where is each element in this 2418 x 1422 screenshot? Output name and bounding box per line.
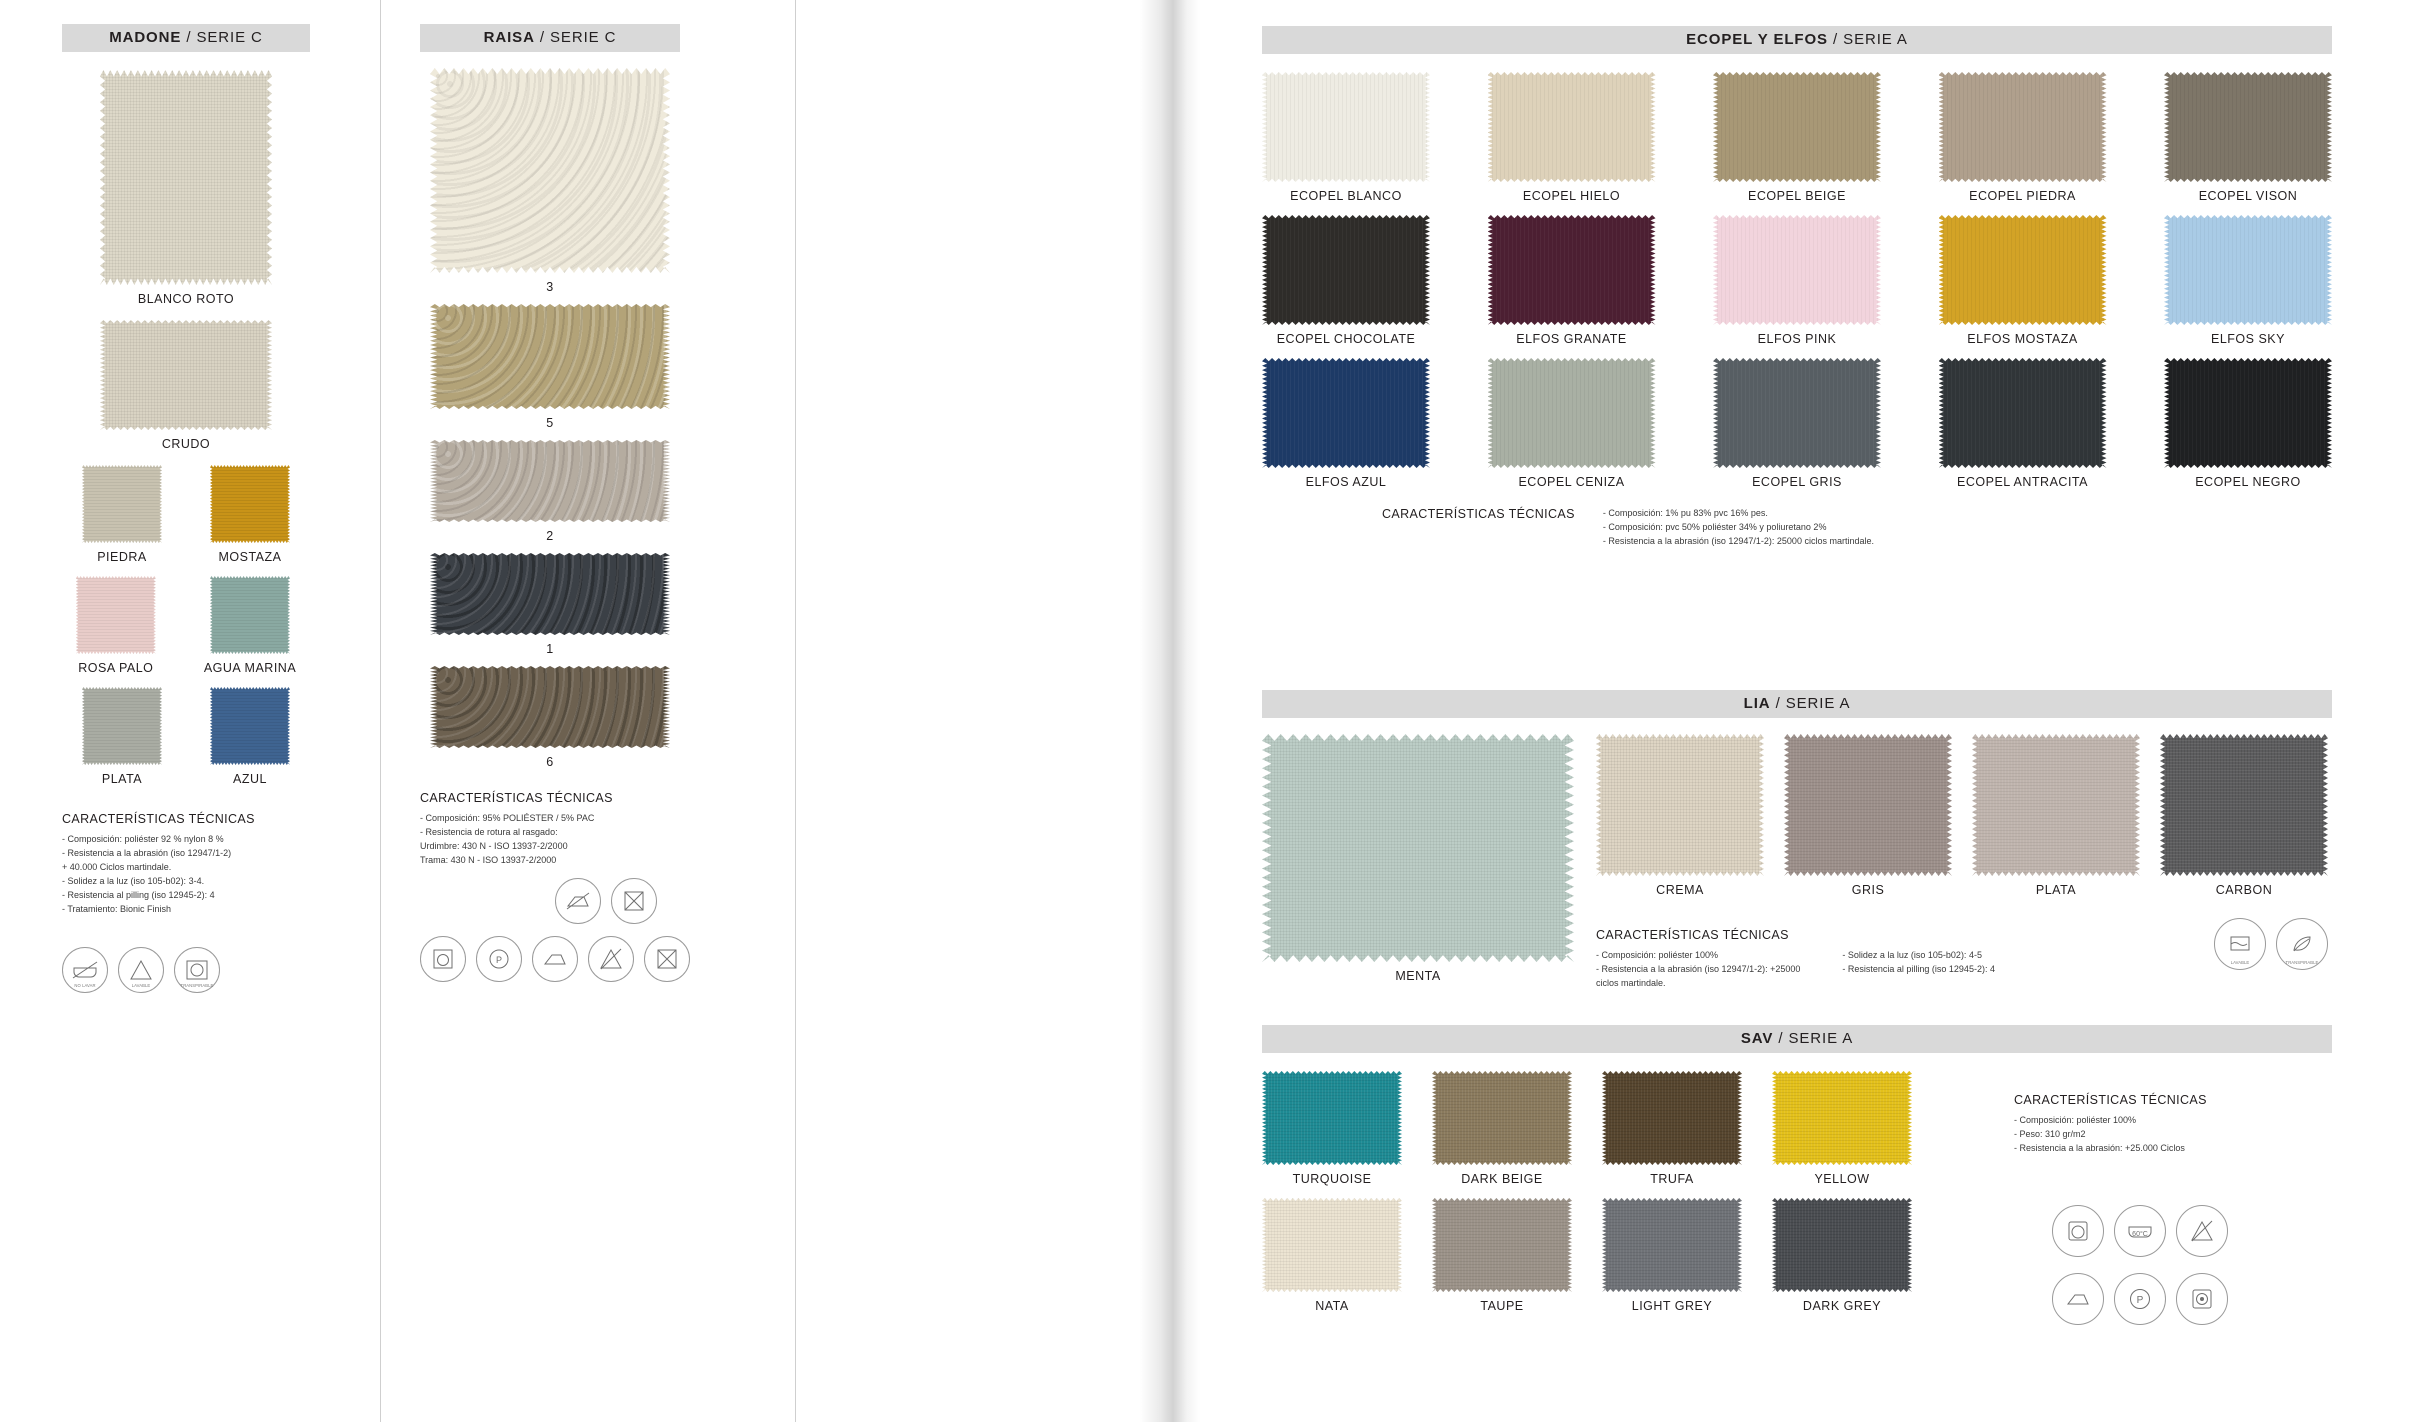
swatch-elfos-sky[interactable] — [2164, 215, 2332, 346]
swatch-ecopel-blanco[interactable] — [1262, 72, 1430, 203]
ecopel-row-2 — [1262, 215, 2332, 346]
swatch-label: TURQUOISE — [1292, 1172, 1372, 1186]
madone-column — [62, 24, 310, 993]
tech-line: - Solidez a la luz (iso 105-b02): 3-4. — [62, 875, 205, 886]
ecopel-row-3 — [1262, 358, 2332, 489]
swatch-label: YELLOW — [1814, 1172, 1870, 1186]
swatch-color-chip — [82, 465, 162, 543]
swatch-label: MOSTAZA — [218, 550, 282, 564]
page-gutter — [1140, 0, 1200, 1422]
washable-icon — [2214, 918, 2266, 970]
swatch-sav-light-grey[interactable] — [1602, 1198, 1742, 1313]
svg-text:P: P — [2136, 1295, 2144, 1306]
swatch-sav-taupe[interactable] — [1432, 1198, 1572, 1313]
tumble-dry-icon — [174, 947, 220, 993]
swatch-color-chip — [1488, 72, 1656, 182]
swatch-ecopel-chocolate[interactable] — [1262, 215, 1430, 346]
swatch-color-chip — [1488, 215, 1656, 325]
swatch-plata[interactable] — [82, 687, 162, 786]
no-bleach-icon — [588, 936, 634, 982]
swatch-label: ELFOS PINK — [1757, 332, 1837, 346]
swatch-color-chip — [2164, 358, 2332, 468]
right-catalog-page — [1200, 0, 2418, 1422]
swatch-sav-turquoise[interactable] — [1262, 1071, 1402, 1186]
tech-line: - Composición: 1% pu 83% pvc 16% pes. — [1602, 508, 1768, 518]
sav-section — [1262, 1025, 2332, 1313]
swatch-color-chip — [1602, 1071, 1742, 1165]
swatch-mostaza[interactable] — [210, 465, 290, 564]
swatch-ecopel-beige[interactable] — [1713, 72, 1881, 203]
swatch-color-chip — [210, 576, 290, 654]
ecopel-elfos-section — [1262, 26, 2332, 549]
sav-care-icons-row2 — [2052, 1273, 2228, 1325]
swatch-label: NATA — [1315, 1299, 1349, 1313]
swatch-ecopel-hielo[interactable] — [1488, 72, 1656, 203]
no-tumble-dry-icon — [2176, 1273, 2228, 1325]
swatch-color-chip — [1262, 1071, 1402, 1165]
swatch-label: PLATA — [2035, 883, 2077, 897]
swatch-label: AZUL — [233, 772, 267, 786]
iron-icon — [532, 936, 578, 982]
swatch-label: ECOPEL BEIGE — [1748, 189, 1846, 203]
swatch-color-chip — [1488, 358, 1656, 468]
swatch-color-chip — [1262, 734, 1574, 962]
swatch-label: PIEDRA — [97, 550, 147, 564]
care-caption: TRANSPIRABLE — [2285, 960, 2319, 965]
care-caption: LAVABLE — [131, 982, 151, 988]
care-caption: TRANSPIRABLE — [180, 982, 214, 988]
ecopel-brand: ECOPEL Y ELFOS — [1686, 31, 1828, 48]
swatch-color-chip — [1262, 72, 1430, 182]
swatch-color-chip — [1713, 358, 1881, 468]
eco-leaf-icon — [2276, 918, 2328, 970]
no-bleach-icon — [2176, 1205, 2228, 1257]
swatch-color-chip — [82, 687, 162, 765]
swatch-label: ELFOS SKY — [2211, 332, 2285, 346]
raisa-serie: / SERIE C — [539, 29, 617, 46]
swatch-label: ECOPEL GRIS — [1752, 475, 1842, 489]
swatch-color-chip — [1784, 734, 1952, 876]
raisa-tech-block — [420, 791, 680, 868]
lia-serie: / SERIE A — [1775, 695, 1851, 712]
swatch-label: MENTA — [1395, 969, 1441, 983]
ecopel-tech-block — [1262, 507, 2332, 549]
madone-swatch-grid-row1 — [62, 465, 310, 564]
madone-swatch-grid-row2 — [62, 576, 310, 675]
swatch-label: 1 — [546, 642, 554, 656]
swatch-label: PLATA — [101, 772, 143, 786]
swatch-ecopel-ceniza[interactable] — [1488, 358, 1656, 489]
swatch-color-chip — [210, 687, 290, 765]
swatch-sav-yellow[interactable] — [1772, 1071, 1912, 1186]
swatch-blanco-roto[interactable] — [62, 70, 310, 306]
p-dryclean-icon — [476, 936, 522, 982]
swatch-label: ECOPEL PIEDRA — [1969, 189, 2076, 203]
drum-wash-icon — [2052, 1205, 2104, 1257]
swatch-label: ECOPEL NEGRO — [2195, 475, 2301, 489]
raisa-care-icons-top — [555, 878, 680, 924]
swatch-color-chip — [1972, 734, 2140, 876]
madone-section-header — [62, 24, 310, 52]
tech-title: CARACTERÍSTICAS TÉCNICAS — [1382, 507, 1575, 521]
no-iron-icon — [555, 878, 601, 924]
swatch-ecopel-piedra[interactable] — [1939, 72, 2107, 203]
tech-line: - Composición: 95% POLIÉSTER / 5% PAC — [420, 813, 595, 823]
tech-line: - Resistencia a la abrasión (iso 12947/1-2): +25000 — [1596, 963, 1801, 974]
swatch-label: ELFOS MOSTAZA — [1967, 332, 2078, 346]
swatch-label: LIGHT GREY — [1631, 1299, 1713, 1313]
swatch-color-chip — [2160, 734, 2328, 876]
swatch-raisa-6[interactable] — [420, 666, 680, 769]
sav-care-icons-row1 — [2052, 1205, 2228, 1257]
swatch-color-chip — [1713, 72, 1881, 182]
swatch-label: 2 — [546, 529, 554, 543]
sav-tech-block — [2014, 1093, 2334, 1156]
swatch-color-chip — [2164, 215, 2332, 325]
swatch-label: DARK BEIGE — [1461, 1172, 1543, 1186]
madone-swatch-grid-row3 — [62, 687, 310, 786]
swatch-color-chip — [430, 440, 670, 522]
swatch-color-chip — [1772, 1198, 1912, 1292]
tech-line: Urdimbre: 430 N - ISO 13937-2/2000 — [420, 840, 568, 851]
swatch-label: AGUA MARINA — [203, 661, 297, 675]
swatch-color-chip — [430, 666, 670, 748]
swatch-lia-crema[interactable] — [1596, 734, 1764, 897]
tech-line: - Peso: 310 gr/m2 — [2014, 1128, 2086, 1139]
tech-title: CARACTERÍSTICAS TÉCNICAS — [1596, 928, 1789, 942]
swatch-color-chip — [100, 70, 272, 285]
swatch-color-chip — [1772, 1071, 1912, 1165]
madone-serie: / SERIE C — [186, 29, 263, 46]
swatch-label: TRUFA — [1650, 1172, 1694, 1186]
tech-line: - Resistencia al pilling (iso 12945-2): 4 — [1842, 963, 1995, 974]
madone-tech-block — [62, 812, 310, 917]
swatch-elfos-pink[interactable] — [1713, 215, 1881, 346]
ecopel-serie: / SERIE A — [1833, 31, 1908, 48]
sav-brand: SAV — [1740, 1030, 1774, 1047]
swatch-azul[interactable] — [210, 687, 290, 786]
ecopel-section-header — [1262, 26, 2332, 54]
swatch-label: CARBON — [2215, 883, 2273, 897]
swatch-color-chip — [76, 576, 156, 654]
tech-line: - Composición: poliéster 100% — [1596, 950, 1719, 960]
tech-line: - Solidez a la luz (iso 105-b02): 4-5 — [1842, 950, 1982, 960]
tech-line: - Resistencia a la abrasión (iso 12947/1-2) — [62, 847, 232, 858]
no-dryclean-icon — [611, 878, 657, 924]
svg-text:60°C: 60°C — [2132, 1231, 2148, 1238]
tech-list-col1 — [1596, 949, 1800, 991]
machine-wash-icon — [420, 936, 466, 982]
swatch-raisa-2[interactable] — [420, 440, 680, 543]
swatch-color-chip — [1262, 1198, 1402, 1292]
swatch-color-chip — [1432, 1071, 1572, 1165]
swatch-label: 6 — [546, 755, 554, 769]
swatch-label: DARK GREY — [1802, 1299, 1882, 1313]
swatch-label: GRIS — [1851, 883, 1885, 897]
lia-small-swatches — [1596, 734, 2328, 897]
raisa-brand: RAISA — [483, 29, 535, 46]
swatch-color-chip — [2164, 72, 2332, 182]
tech-line: Trama: 430 N - ISO 13937-2/2000 — [420, 854, 557, 865]
tech-title: CARACTERÍSTICAS TÉCNICAS — [62, 812, 255, 826]
care-caption: NO LAVAR — [74, 982, 96, 988]
sav-section-header — [1262, 1025, 2332, 1053]
swatch-ecopel-negro[interactable] — [2164, 358, 2332, 489]
swatch-color-chip — [1939, 72, 2107, 182]
swatch-sav-dark-grey[interactable] — [1772, 1198, 1912, 1313]
swatch-label: ECOPEL BLANCO — [1290, 189, 1402, 203]
tech-line: - Tratamiento: Bionic Finish — [62, 903, 172, 914]
tech-title: CARACTERÍSTICAS TÉCNICAS — [420, 791, 613, 805]
swatch-color-chip — [1432, 1198, 1572, 1292]
swatch-label: ELFOS AZUL — [1305, 475, 1387, 489]
raisa-column — [420, 24, 680, 982]
swatch-raisa-3[interactable] — [420, 68, 680, 294]
column-divider-1 — [380, 0, 381, 1422]
swatch-color-chip — [100, 320, 272, 430]
lia-care-icons — [2214, 918, 2328, 970]
tech-list — [420, 812, 680, 868]
swatch-label: TAUPE — [1480, 1299, 1524, 1313]
swatch-sav-dark-beige[interactable] — [1432, 1071, 1572, 1186]
tech-list-col2 — [1842, 949, 1995, 991]
tech-line: - Composición: poliéster 100% — [2014, 1115, 2137, 1125]
swatch-raisa-5[interactable] — [420, 304, 680, 430]
swatch-elfos-mostaza[interactable] — [1939, 215, 2107, 346]
swatch-crudo[interactable] — [62, 320, 310, 451]
tech-line: + 40.000 Ciclos martindale. — [62, 861, 172, 872]
swatch-agua-marina[interactable] — [204, 576, 296, 675]
swatch-color-chip — [1262, 358, 1430, 468]
swatch-lia-carbon[interactable] — [2160, 734, 2328, 897]
swatch-lia-menta[interactable] — [1262, 734, 1574, 983]
tech-list — [62, 833, 310, 917]
swatch-label: CREMA — [1656, 883, 1704, 897]
lia-section — [1262, 690, 2332, 988]
bleach-triangle-icon — [118, 947, 164, 993]
no-wash-tub-icon — [62, 947, 108, 993]
tech-line: - Resistencia a la abrasión: +25.000 Ciclos — [2014, 1142, 2185, 1153]
tech-line: - Resistencia al pilling (iso 12945-2): 4 — [62, 889, 215, 900]
tech-line: ciclos martindale. — [1596, 977, 1666, 988]
raisa-care-icons-bottom — [420, 936, 680, 982]
tech-line: - Composición: pvc 50% poliéster 34% y poliuretano 2% — [1602, 521, 1827, 532]
care-caption: LAVABLE — [2230, 960, 2250, 965]
swatch-color-chip — [1939, 215, 2107, 325]
swatch-sav-nata[interactable] — [1262, 1198, 1402, 1313]
swatch-label: ECOPEL CHOCOLATE — [1276, 332, 1416, 346]
iron-icon — [2052, 1273, 2104, 1325]
tech-line: - Resistencia a la abrasión (iso 12947/1-2): 25000 ciclos martindale. — [1602, 535, 1874, 546]
swatch-lia-plata[interactable] — [1972, 734, 2140, 897]
swatch-rosa-palo[interactable] — [76, 576, 156, 675]
swatch-label: ECOPEL HIELO — [1522, 189, 1621, 203]
swatch-color-chip — [1713, 215, 1881, 325]
no-tumble-icon — [644, 936, 690, 982]
madone-care-icons — [62, 947, 310, 993]
swatch-ecopel-gris[interactable] — [1713, 358, 1881, 489]
tech-line: - Composición: poliéster 92 % nylon 8 % — [62, 834, 224, 844]
swatch-label: ELFOS GRANATE — [1516, 332, 1627, 346]
swatch-ecopel-vison[interactable] — [2164, 72, 2332, 203]
sav-serie: / SERIE A — [1778, 1030, 1854, 1047]
swatch-label: CRUDO — [161, 437, 211, 451]
swatch-color-chip — [1596, 734, 1764, 876]
swatch-color-chip — [430, 68, 670, 273]
swatch-elfos-granate[interactable] — [1488, 215, 1656, 346]
swatch-elfos-azul[interactable] — [1262, 358, 1430, 489]
lia-brand: LIA — [1743, 695, 1771, 712]
swatch-label: ECOPEL ANTRACITA — [1957, 475, 2088, 489]
p-dryclean-icon — [2114, 1273, 2166, 1325]
tech-list — [2014, 1114, 2334, 1156]
swatch-label: ECOPEL CENIZA — [1518, 475, 1625, 489]
swatch-label: ECOPEL VISON — [2198, 189, 2298, 203]
swatch-lia-gris[interactable] — [1784, 734, 1952, 897]
swatch-sav-trufa[interactable] — [1602, 1071, 1742, 1186]
tech-title: CARACTERÍSTICAS TÉCNICAS — [2014, 1093, 2207, 1107]
column-divider-2 — [795, 0, 796, 1422]
swatch-raisa-1[interactable] — [420, 553, 680, 656]
svg-text:P: P — [495, 954, 503, 965]
swatch-label: BLANCO ROTO — [137, 292, 235, 306]
left-catalog-page — [0, 0, 1140, 1422]
swatch-label: ROSA PALO — [78, 661, 154, 675]
swatch-color-chip — [210, 465, 290, 543]
swatch-color-chip — [1602, 1198, 1742, 1292]
swatch-piedra[interactable] — [82, 465, 162, 564]
swatch-label: 3 — [546, 280, 554, 294]
wash-60-icon — [2114, 1205, 2166, 1257]
swatch-color-chip — [1262, 215, 1430, 325]
swatch-color-chip — [430, 553, 670, 635]
lia-section-header — [1262, 690, 2332, 718]
ecopel-row-1 — [1262, 72, 2332, 203]
swatch-ecopel-antracita[interactable] — [1939, 358, 2107, 489]
swatch-color-chip — [430, 304, 670, 409]
madone-brand: MADONE — [109, 29, 182, 46]
tech-list — [1603, 507, 1874, 549]
swatch-color-chip — [1939, 358, 2107, 468]
tech-line: - Resistencia de rotura al rasgado: — [420, 826, 558, 837]
raisa-section-header — [420, 24, 680, 52]
swatch-label: 5 — [546, 416, 554, 430]
